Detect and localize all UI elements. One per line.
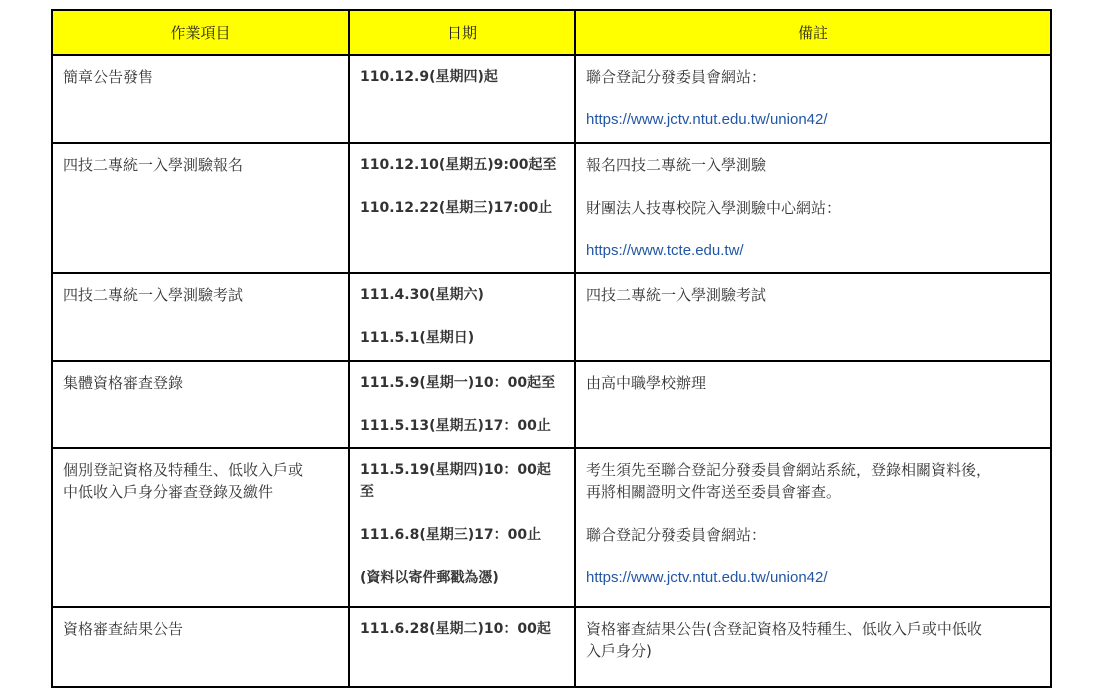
table-row [52, 55, 1051, 143]
note-cell [575, 607, 1051, 687]
item-cell [52, 607, 349, 687]
date-cell [349, 55, 575, 143]
note-text: 入戶身分) [586, 642, 652, 660]
date-cell [349, 361, 575, 448]
note-text: 報名四技二專統一入學測驗 [586, 156, 767, 174]
table-row [52, 273, 1051, 361]
date-text: 111.6.8(星期三)17：00止 [360, 527, 542, 543]
website-link[interactable]: https://www.tcte.edu.tw/ [586, 242, 744, 259]
date-cell [349, 143, 575, 273]
date-text: 111.5.19(星期四)10：00起至 [360, 462, 551, 500]
note-text: 四技二專統一入學測驗考試 [586, 286, 767, 304]
date-text: 110.12.10(星期五)9:00起至 [360, 157, 557, 173]
note-cell [575, 55, 1051, 143]
item-cell [52, 448, 349, 607]
date-text: 110.12.22(星期三)17:00止 [360, 200, 553, 216]
header-date: 日期 [349, 10, 575, 55]
note-cell [575, 273, 1051, 361]
date-text: 111.6.28(星期二)10：00起 [360, 621, 551, 637]
header-note: 備註 [575, 10, 1051, 55]
website-link[interactable]: https://www.jctv.ntut.edu.tw/union42/ [586, 569, 828, 586]
item-cell [52, 55, 349, 143]
date-cell [349, 448, 575, 607]
note-cell [575, 143, 1051, 273]
note-text: 資格審查結果公告(含登記資格及特種生、低收入戶或中低收 [586, 620, 982, 638]
item-cell [52, 143, 349, 273]
schedule-table [51, 9, 1052, 688]
date-text: 111.5.9(星期一)10：00起至 [360, 375, 556, 391]
note-text: 聯合登記分發委員會網站： [586, 68, 767, 86]
date-cell [349, 273, 575, 361]
item-cell [52, 273, 349, 361]
note-text: 考生須先至聯合登記分發委員會網站系統，登錄相關資料後， [586, 461, 992, 479]
note-text: 財團法人技專校院入學測驗中心網站： [586, 199, 842, 217]
item-text: 四技二專統一入學測驗報名 [63, 156, 244, 174]
date-note: (資料以寄件郵戳為憑) [360, 570, 499, 586]
note-cell [575, 448, 1051, 607]
note-cell [575, 361, 1051, 448]
table-row [52, 448, 1051, 607]
website-link[interactable]: https://www.jctv.ntut.edu.tw/union42/ [586, 111, 828, 128]
date-cell [349, 607, 575, 687]
item-text: 四技二專統一入學測驗考試 [63, 286, 244, 304]
date-text: 110.12.9(星期四)起 [360, 69, 498, 85]
item-text: 集體資格審查登錄 [63, 374, 184, 392]
item-text: 資格審查結果公告 [63, 620, 184, 638]
schedule-table-container [51, 9, 1050, 688]
item-text: 中低收入戶身分審查登錄及繳件 [63, 483, 274, 501]
date-text: 111.4.30(星期六) [360, 287, 484, 303]
table-row [52, 607, 1051, 687]
note-text: 聯合登記分發委員會網站： [586, 526, 767, 544]
header-item: 作業項目 [52, 10, 349, 55]
item-cell [52, 361, 349, 448]
date-text: 111.5.1(星期日) [360, 330, 475, 346]
item-text: 個別登記資格及特種生、低收入戶或 [63, 461, 304, 479]
date-text: 111.5.13(星期五)17：00止 [360, 418, 551, 434]
note-text: 由高中職學校辦理 [586, 374, 707, 392]
item-text: 簡章公告發售 [63, 68, 154, 86]
table-header-row [52, 10, 1051, 55]
table-row [52, 143, 1051, 273]
note-text: 再將相關證明文件寄送至委員會審查。 [586, 483, 842, 501]
table-row [52, 361, 1051, 448]
